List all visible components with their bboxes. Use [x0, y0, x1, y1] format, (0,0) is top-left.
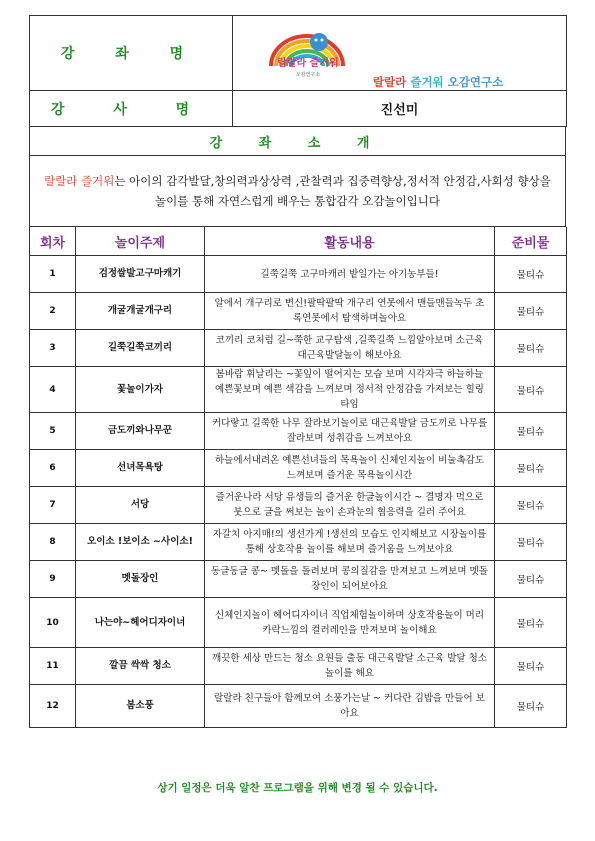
brand-cell [233, 16, 567, 91]
play-theme: 봄소풍 [76, 685, 205, 728]
session-number: 12 [30, 685, 76, 728]
activity-content: 하늘에서내려온 예쁜선녀들의 목욕놀이 신체인지놀이 비눌촉감도 느껴보며 즐거운 목욕놀이시간 [205, 450, 495, 487]
footer-notice: 상기 일정은 더욱 알찬 프로그램을 위해 변경 될 수 있습니다. [157, 782, 438, 794]
play-theme: 서당 [76, 487, 205, 524]
session-number: 3 [30, 330, 76, 367]
table-row [30, 256, 567, 293]
table-row [30, 367, 567, 413]
supplies: 물티슈 [495, 367, 567, 413]
play-theme: 나는야~헤어디자이너 [76, 598, 205, 648]
session-number: 9 [30, 561, 76, 598]
table-row [30, 413, 567, 450]
play-theme: 깔끔 싹싹 청소 [76, 648, 205, 685]
logo-image [263, 26, 353, 80]
brand-name: 랄랄라 즐거워 오감연구소 [373, 75, 504, 89]
activity-content: 즐거운나라 서당 유생들의 즐거운 한글놀이시간 ~ 결명자 먹으로 붓으로 글을 써보는 놀이 손과눈의 협응력을 길러 주어요 [205, 487, 495, 524]
play-theme: 검정쌀발고구마캐기 [76, 256, 205, 293]
activity-content: 알에서 개구리로 변신!팔딱팔딱 개구리 연못에서 맨들맨들녹두 초록연못에서 탐색하며놀아요 [205, 293, 495, 330]
table-row [30, 598, 567, 648]
supplies: 물티슈 [495, 293, 567, 330]
session-number: 1 [30, 256, 76, 293]
session-number: 6 [30, 450, 76, 487]
table-row [30, 648, 567, 685]
play-theme: 선녀목욕탕 [76, 450, 205, 487]
col-header-activity: 활동내용 [205, 227, 495, 256]
table-row [30, 450, 567, 487]
intro-text: 랄랄라 즐거워는 아이의 감각발달,창의력과상상력 ,관찰력과 집중력향상,정서적 안정감,사회성 향상을 놀이를 통해 자연스럽게 배우는 통합감각 오감놀이입니다 [30, 156, 566, 227]
play-theme: 길쭉길쭉코끼리 [76, 330, 205, 367]
supplies: 물티슈 [495, 487, 567, 524]
play-theme: 멧돌장인 [76, 561, 205, 598]
instructor-label: 강 사 명 [30, 91, 233, 127]
session-number: 8 [30, 524, 76, 561]
supplies: 물티슈 [495, 450, 567, 487]
activity-content: 동글동글 콩~ 멧돌을 돌려보며 콩의질감을 만져보고 느껴보며 멧돌 장인이 되어보아요 [205, 561, 495, 598]
supplies: 물티슈 [495, 330, 567, 367]
supplies: 물티슈 [495, 648, 567, 685]
session-number: 10 [30, 598, 76, 648]
col-header-theme: 놀이주제 [76, 227, 205, 256]
activity-content: 커다랗고 길쭉한 나무 잘라보기놀이로 대근육발달 금도끼로 나무를 잘라보며 성취감을 느껴보아요 [205, 413, 495, 450]
supplies: 물티슈 [495, 685, 567, 728]
course-label: 강 좌 명 [30, 16, 233, 91]
session-number: 11 [30, 648, 76, 685]
col-header-session: 회차 [30, 227, 76, 256]
table-row [30, 524, 567, 561]
activity-content: 코끼리 코처럼 길~쭉한 교구탐색 ,길쭉길쭉 느낌알아보며 소근육 대근육발달놀이 해보아요 [205, 330, 495, 367]
play-theme: 금도끼와나무꾼 [76, 413, 205, 450]
play-theme: 개굴개굴개구리 [76, 293, 205, 330]
course-sheet [29, 15, 566, 728]
svg-text:오감연구소: 오감연구소 [295, 72, 321, 78]
intro-table [29, 127, 566, 227]
schedule-table [29, 227, 567, 728]
table-row [30, 487, 567, 524]
table-row [30, 330, 567, 367]
session-number: 7 [30, 487, 76, 524]
schedule-rows [30, 256, 567, 728]
play-theme: 오이소 !보이소 ~사이소! [76, 524, 205, 561]
activity-content: 신체인지놀이 헤어디자이너 직업체험놀이하며 상호작용놀이 머리카락느낌의 컬러레인을 만져보며 놀이해요 [205, 598, 495, 648]
supplies: 물티슈 [495, 413, 567, 450]
supplies: 물티슈 [495, 598, 567, 648]
table-row [30, 561, 567, 598]
svg-text:랄랄라 즐거워: 랄랄라 즐거워 [277, 58, 339, 69]
supplies: 물티슈 [495, 524, 567, 561]
activity-content: 깨끗한 세상 만드는 청소 요원들 출동 대근육발달 소근육 발달 청소놀이를 해요 [205, 648, 495, 685]
supplies: 물티슈 [495, 256, 567, 293]
intro-title: 강 좌 소 개 [30, 127, 566, 156]
activity-content: 길쭉길쭉 고구마캐러 밭일가는 아기농부들! [205, 256, 495, 293]
activity-content: 자갈치 아지매!의 생선가게 !생선의 모습도 인지해보고 시장놀이를 통해 상호작용 놀이를 해보며 즐거움을 느껴보아요 [205, 524, 495, 561]
session-number: 4 [30, 367, 76, 413]
play-theme: 꽃놀이가자 [76, 367, 205, 413]
col-header-supplies: 준비물 [495, 227, 567, 256]
session-number: 2 [30, 293, 76, 330]
session-number: 5 [30, 413, 76, 450]
activity-content: 봄바람 휘날리는 ~꽃잎이 떨어지는 모습 보며 시각자극 하늘하늘 예쁜꽃보며 예쁜 색감을 느껴보며 정서적 안정감을 가져보는 힐링 타임 [205, 367, 495, 413]
table-row [30, 685, 567, 728]
supplies: 물티슈 [495, 561, 567, 598]
table-row [30, 293, 567, 330]
header-table [29, 15, 567, 127]
instructor-name: 진선미 [233, 91, 567, 127]
activity-content: 랄랄라 친구들아 함께모여 소풍가는날 ~ 커다란 김밥을 만들어 보아요 [205, 685, 495, 728]
